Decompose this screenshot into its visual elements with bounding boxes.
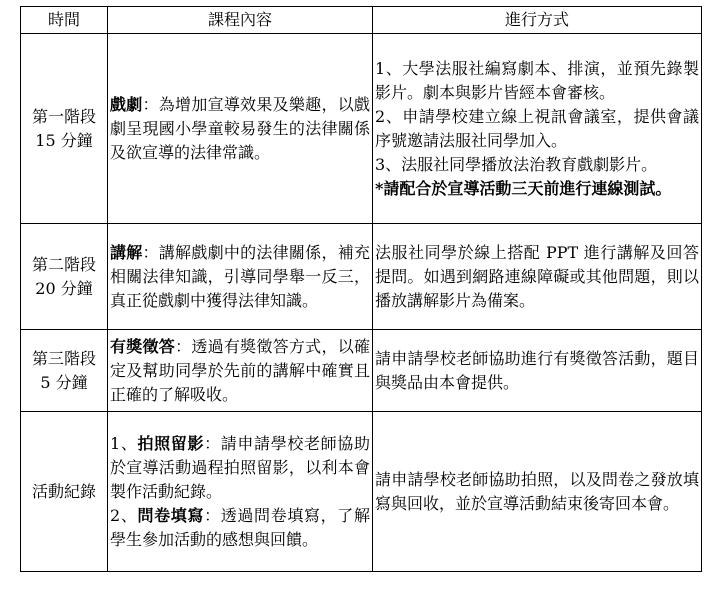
content-text: ：透過有獎徵答方式，以確定及幫助同學於先前的講解中確實且正確的了解吸收。 bbox=[110, 336, 370, 404]
record-item bbox=[110, 432, 370, 504]
table-row bbox=[21, 224, 702, 330]
record-item-prefix: 2、 bbox=[110, 505, 138, 525]
method-cell bbox=[373, 224, 702, 330]
phase-duration: 15 分鐘 bbox=[35, 130, 93, 150]
phase-cell bbox=[21, 330, 108, 412]
record-item-text: ：請申請學校老師協助於宣導活動過程拍照留影，以利本會製作活動紀錄。 bbox=[110, 433, 370, 501]
method-line: 3、法服社同學播放法治教育戲劇影片。 bbox=[375, 154, 658, 174]
method-note: *請配合於宣導活動三天前進行連線測試。 bbox=[375, 178, 672, 198]
phase-cell bbox=[21, 34, 108, 224]
phase-cell bbox=[21, 224, 108, 330]
phase-label: 第一階段 bbox=[31, 106, 96, 126]
phase-duration: 20 分鐘 bbox=[35, 278, 93, 298]
method-cell bbox=[373, 34, 702, 224]
header-content: 課程內容 bbox=[108, 7, 373, 34]
phase-label: 第二階段 bbox=[31, 254, 96, 274]
phase-label: 第三階段 bbox=[31, 348, 96, 368]
method-cell bbox=[373, 412, 702, 572]
header-time: 時間 bbox=[21, 7, 108, 34]
method-cell bbox=[373, 330, 702, 412]
record-item-keyword: 問卷填寫 bbox=[137, 505, 205, 525]
content-cell bbox=[108, 412, 373, 572]
phase-label: 活動紀錄 bbox=[31, 481, 96, 501]
method-line: 2、申請學校建立線上視訊會議室，提供會議序號邀請法服社同學加入。 bbox=[375, 106, 699, 150]
schedule-table bbox=[20, 6, 702, 572]
method-line: 1、大學法服社編寫劇本、排演，並預先錄製影片。劇本與影片皆經本會審核。 bbox=[375, 58, 699, 102]
content-cell bbox=[108, 34, 373, 224]
content-cell bbox=[108, 330, 373, 412]
record-item bbox=[110, 504, 370, 552]
record-item-keyword: 拍照留影 bbox=[137, 433, 205, 453]
content-keyword: 戲劇 bbox=[110, 94, 143, 114]
record-item-text: ：透過問卷填寫，了解學生參加活動的感想與回饋。 bbox=[110, 505, 370, 549]
method-text: 請申請學校老師協助進行有獎徵答活動，題目與獎品由本會提供。 bbox=[375, 348, 699, 392]
content-text: ：為增加宣導效果及樂趣，以戲劇呈現國小學童較易發生的法律關係及欲宣導的法律常識。 bbox=[110, 94, 370, 162]
content-keyword: 講解 bbox=[110, 242, 143, 262]
content-cell bbox=[108, 224, 373, 330]
method-text: 法服社同學於線上搭配 PPT 進行講解及回答提問。如遇到網路連線障礙或其他問題，則以播放講解影片為備案。 bbox=[375, 242, 699, 310]
phase-duration: 5 分鐘 bbox=[40, 372, 88, 392]
schedule-table-wrapper bbox=[20, 6, 702, 572]
table-row bbox=[21, 34, 702, 224]
content-text: ：講解戲劇中的法律關係，補充相關法律知識，引導同學舉一反三，真正從戲劇中獲得法律知識。 bbox=[110, 242, 370, 310]
record-item-prefix: 1、 bbox=[110, 433, 138, 453]
header-row bbox=[21, 7, 702, 34]
method-text: 請申請學校老師協助拍照，以及問卷之發放填寫與回收，並於宣導活動結束後寄回本會。 bbox=[375, 469, 699, 513]
table-row bbox=[21, 330, 702, 412]
phase-cell bbox=[21, 412, 108, 572]
content-keyword: 有獎徵答 bbox=[110, 336, 176, 356]
table-row bbox=[21, 412, 702, 572]
header-method: 進行方式 bbox=[373, 7, 702, 34]
